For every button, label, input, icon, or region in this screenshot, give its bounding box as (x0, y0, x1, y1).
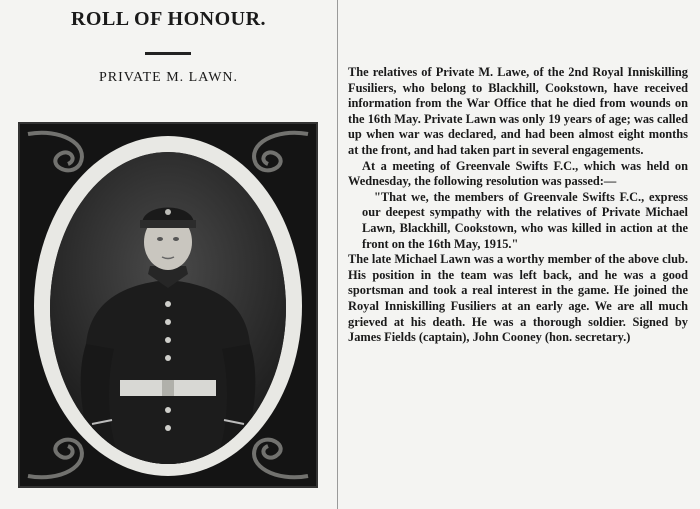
subheadline: PRIVATE M. LAWN. (98, 70, 239, 85)
article-paragraph: The late Michael Lawn was a worthy member of the above club. His position in the team was left back, and he was a good sportsman and took a real interest in the game. He joined the Royal Inniskilling Fusiliers at an early age. We are all much grieved at his death. He was a thorough soldier. Signed by James Fields (captain), John Cooney (hon. secretary.) (348, 252, 688, 345)
portrait-frame (18, 122, 318, 488)
soldier-portrait-icon (20, 124, 316, 486)
column-divider (337, 0, 338, 509)
article-body (348, 65, 688, 346)
headline-rule (145, 52, 191, 55)
article-paragraph: At a meeting of Greenvale Swifts F.C., which was held on Wednesday, the following resolution was passed:— (348, 158, 688, 189)
resolution-quote: "That we, the members of Greenvale Swifts F.C., express our deepest sympathy with the relatives of Private Michael Lawn, Blackhill, Cookstown, who was killed in action at the front on the 16th May, 1915." (362, 189, 688, 251)
headline: ROLL OF HONOUR. (70, 8, 267, 30)
article-paragraph: The relatives of Private M. Lawe, of the 2nd Royal Inniskilling Fusiliers, who belong to Blackhill, Cookstown, have received information from the War Office that he died from wounds on the 16th May. Private Lawn was only 19 years of age; was called up when war was declared, and had been almost eight months at the front, and had taken part in several engagements. (348, 65, 688, 157)
